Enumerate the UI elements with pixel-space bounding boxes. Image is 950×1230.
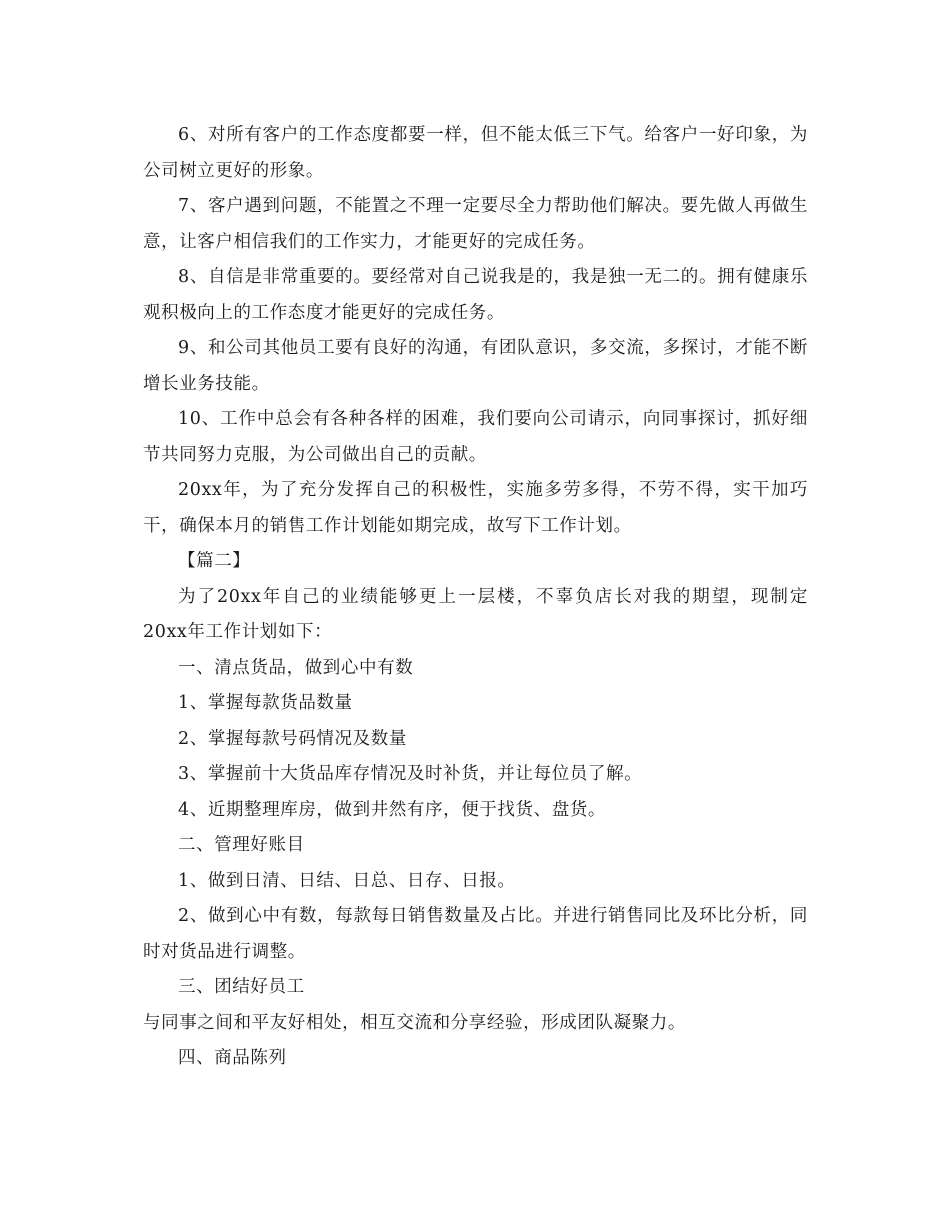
section-heading-1: 一、清点货品，做到心中有数 (178, 657, 414, 678)
paragraph-item-7: 7、客户遇到问题，不能置之不理一定要尽全力帮助他们解决。要先做人再做生意，让客户相信我们的工作实力，才能更好的完成任务。 (143, 196, 808, 252)
paragraph-team: 与同事之间和平友好相处，相互交流和分享经验，形成团队凝聚力。 (143, 1012, 686, 1033)
paragraph-item-9: 9、和公司其他员工要有良好的沟通，有团队意识，多交流，多探讨，才能不断增长业务技能。 (143, 338, 808, 394)
list-item-2-2: 2、做到心中有数，每款每日销售数量及占比。并进行销售同比及环比分析，同时对货品进行调整。 (143, 906, 808, 962)
section-heading-3: 三、团结好员工 (178, 977, 305, 997)
paragraph-item-8: 8、自信是非常重要的。要经常对自己说我是的，我是独一无二的。拥有健康乐观积极向上的工作态度才能更好的完成任务。 (143, 267, 808, 323)
paragraph-plan-intro: 为了20xx年自己的业绩能够更上一层楼，不辜负店长对我的期望，现制定20xx年工作计划如下： (143, 586, 808, 642)
list-item-1-3: 3、掌握前十大货品库存情况及时补货，并让每位员了解。 (178, 764, 643, 784)
section-heading-4: 四、商品陈列 (178, 1048, 287, 1068)
list-item-1-1: 1、掌握每款货品数量 (178, 693, 353, 713)
paragraph-summary: 20xx年，为了充分发挥自己的积极性，实施多劳多得，不劳不得，实干加巧干，确保本月的销售工作计划能如期完成，故写下工作计划。 (143, 480, 808, 536)
paragraph-item-10: 10、工作中总会有各种各样的困难，我们要向公司请示，向同事探讨，抓好细节共同努力克服，为公司做出自己的贡献。 (143, 409, 808, 465)
section-heading-part-two: 【篇二】 (178, 551, 251, 571)
list-item-1-2: 2、掌握每款号码情况及数量 (178, 728, 407, 749)
section-heading-2: 二、管理好账目 (178, 835, 305, 855)
document-body (143, 118, 808, 1077)
list-item-1-4: 4、近期整理库房，做到井然有序，便于找货、盘货。 (178, 799, 607, 820)
paragraph-item-6: 6、对所有客户的工作态度都要一样，但不能太低三下气。给客户一好印象，为公司树立更好的形象。 (143, 125, 808, 181)
list-item-2-1: 1、做到日清、日结、日总、日存、日报。 (178, 870, 516, 891)
